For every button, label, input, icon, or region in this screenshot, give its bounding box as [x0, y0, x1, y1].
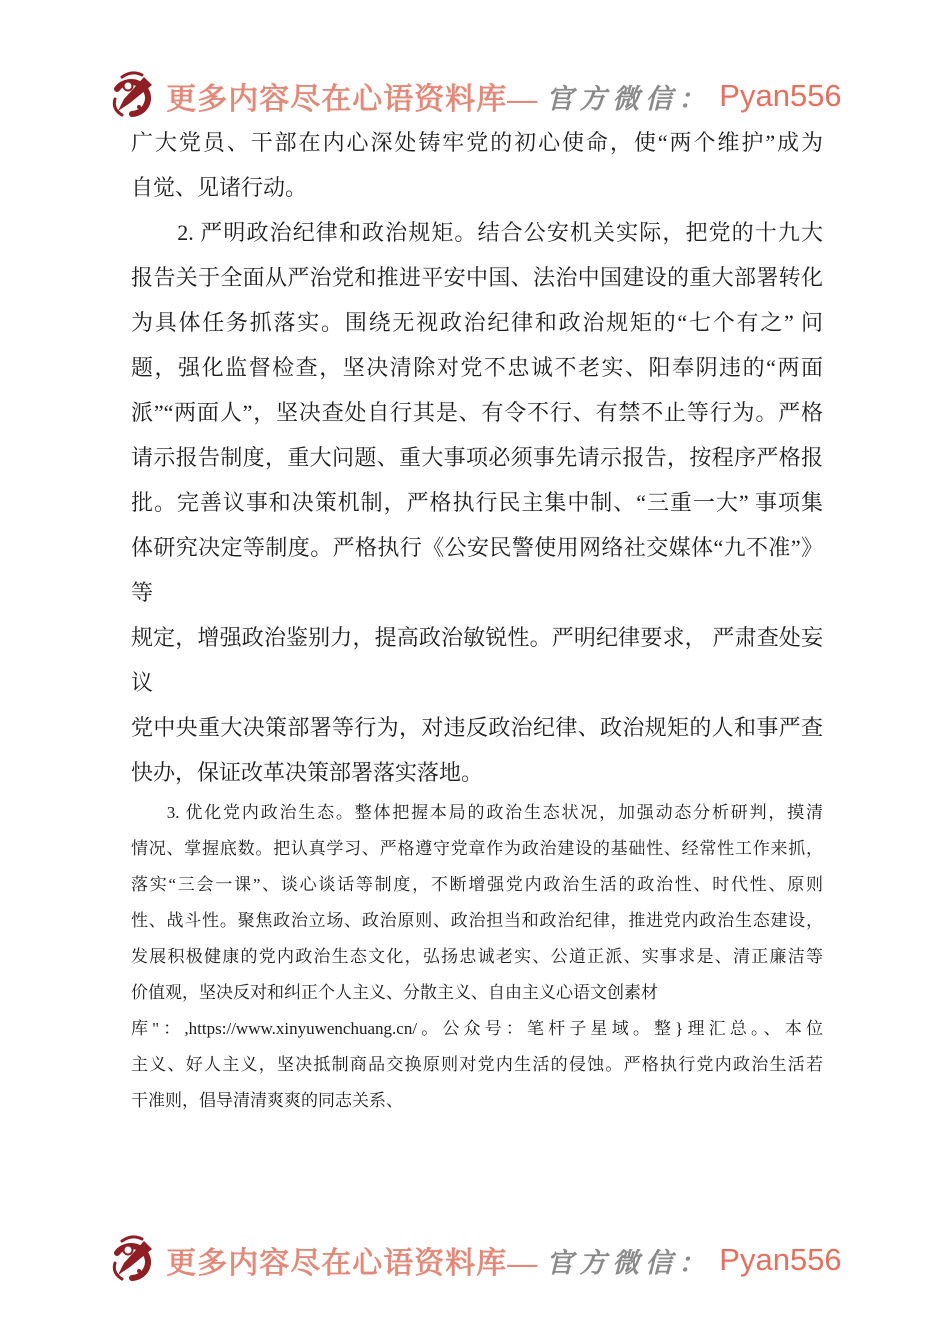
watermark-wechat-label: 官方微信：	[546, 1247, 712, 1278]
paragraph-3	[131, 795, 823, 1119]
watermark-header	[0, 66, 950, 126]
watermark-main-text: 更多内容尽在心语资料库—	[166, 1247, 539, 1280]
text-line: 批。完善议事和决策机制，严格执行民主集中制、“三重一大” 事项集	[131, 490, 823, 515]
pen-swirl-logo-icon	[108, 69, 158, 123]
text-line: 体研究决定等制度。严格执行《公安民警使用网络社交媒体“九不准”》等	[131, 535, 823, 605]
text-line: 规定，增强政治鉴别力，提高政治敏锐性。严明纪律要求， 严肃查处妄议	[131, 625, 823, 695]
text-line: 情况、掌握底数。把认真学习、严格遵守党章作为政治建设的基础性、经常性工作来抓，	[131, 839, 823, 858]
watermark-main-text: 更多内容尽在心语资料库—	[166, 83, 539, 116]
text-line: 党中央重大决策部署等行为，对违反政治纪律、政治规矩的人和事严查	[131, 715, 823, 740]
watermark-footer	[0, 1230, 950, 1290]
text-line: 题，强化监督检查，坚决清除对党不忠诚不老实、阳奉阴违的“两面	[131, 355, 823, 380]
pen-swirl-logo-icon	[108, 1233, 158, 1287]
text-line: 自觉、见诸行动。	[131, 175, 308, 200]
text-line: 派”“两面人”，坚决查处自行其是、有令不行、有禁不止等行为。严格	[131, 400, 823, 425]
document-body	[131, 120, 823, 1119]
paragraph-1	[131, 120, 823, 210]
watermark-wechat-account: Pyan556	[719, 1242, 842, 1277]
text-line: 2. 严明政治纪律和政治规矩。结合公安机关实际，把党的十九大	[177, 220, 823, 245]
text-line: 广大党员、干部在内心深处铸牢党的初心使命，使“两个维护”成为	[131, 130, 823, 155]
text-line: 为具体任务抓落实。围绕无视政治纪律和政治规矩的“七个有之” 问	[131, 310, 823, 335]
text-line: 快办，保证改革决策部署落实落地。	[131, 760, 484, 785]
watermark-wechat-label: 官方微信：	[546, 83, 712, 114]
text-line: 价值观，坚决反对和纠正个人主义、分散主义、自由主义心语文创素材	[131, 983, 658, 1002]
text-line: 3. 优化党内政治生态。整体把握本局的政治生态状况，加强动态分析研判，摸清	[166, 803, 823, 822]
text-line: 落实“三会一课”、谈心谈话等制度，不断增强党内政治生活的政治性、时代性、原则	[131, 875, 823, 894]
text-line: 性、战斗性。聚焦政治立场、政治原则、政治担当和政治纪律，推进党内政治生态建设，	[131, 911, 823, 930]
text-line: 库"：,https://www.xinyuwenchuang.cn/。公众号：笔杆子星域。整}理汇总。、本位	[131, 1019, 823, 1038]
text-line: 报告关于全面从严治党和推进平安中国、法治中国建设的重大部署转化	[131, 265, 823, 290]
text-line: 发展积极健康的党内政治生态文化，弘扬忠诚老实、公道正派、实事求是、清正廉洁等	[131, 947, 823, 966]
paragraph-2	[131, 210, 823, 795]
watermark-wechat-account: Pyan556	[719, 78, 842, 113]
text-line: 请示报告制度，重大问题、重大事项必须事先请示报告，按程序严格报	[131, 445, 823, 470]
text-line: 主义、好人主义，坚决抵制商品交换原则对党内生活的侵蚀。严格执行党内政治生活若	[131, 1055, 823, 1074]
text-line: 干准则，倡导清清爽爽的同志关系、	[131, 1091, 403, 1110]
